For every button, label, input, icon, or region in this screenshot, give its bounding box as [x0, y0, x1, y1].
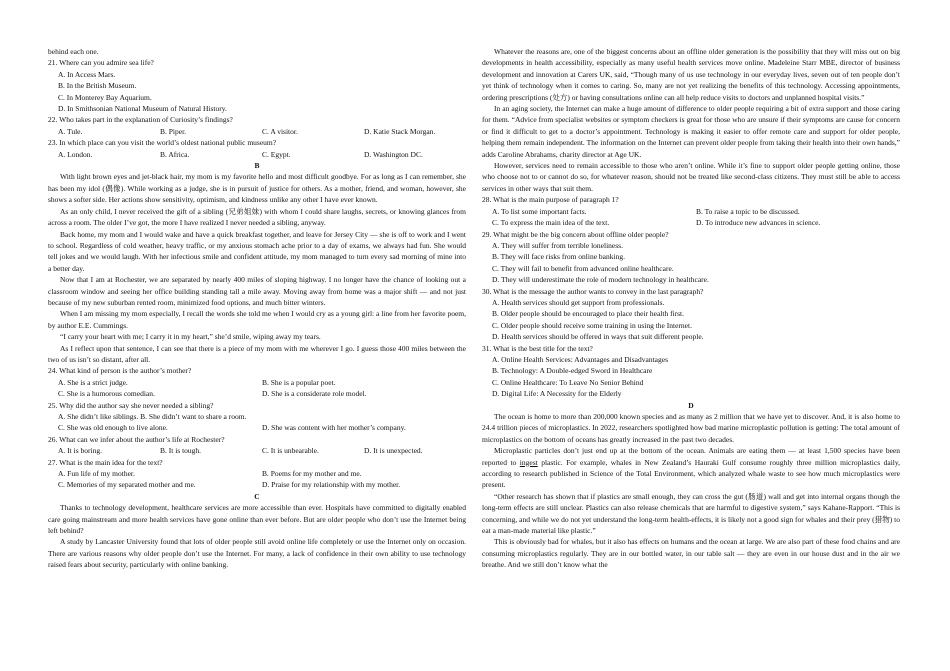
question-stem: 21. Where can you admire sea life?	[48, 58, 154, 68]
paragraph: As an only child, I never received the gift of a sibling (兄弟姐妹) with whom I could share laughs, secrets, or knowing glances from across a room. The older I’ve got, the more I have realized I never needed a sibling, anyway.	[48, 206, 466, 228]
paragraph: Back home, my mom and I would wake and have a quick breakfast together, and leave for Jersey City — she is off to work and I went to school. Regardless of cold weather, heavy traffic, or my anxious stomach ache prior to a day of exams, we always had fun. She would tell jokes and we would laugh. With her infectious smile and confident attitude, my mom managed to turn every sad morning of mine into a better day.	[48, 229, 466, 273]
option: A. It is boring.	[58, 446, 102, 456]
section-heading-c: C	[254, 491, 260, 501]
option: D. They will underestimate the role of modern technology in healthcare.	[492, 275, 709, 285]
option: C. She is a humorous comedian.	[58, 389, 155, 399]
option: B. They will face risks from online banking.	[492, 252, 625, 262]
option: B. Older people should be encouraged to place their health first.	[492, 309, 685, 319]
underlined-word: ingest	[519, 457, 538, 467]
option: D. Digital Life: A Necessity for the Elderly	[492, 389, 622, 399]
option: D. Katie Stack Morgan.	[364, 126, 436, 136]
paragraph: Now that I am at Rochester, we are separated by nearly 400 miles of sloping highway. I no longer have the chance of looking out a classroom window and seeing her office building standing tall a mile away. Moving away from home was a major shift — and not just because of my new suburban rented room, minimized food options, and much bitter winters.	[48, 275, 466, 307]
passage-c-continued	[482, 46, 900, 194]
section-heading-d: D	[688, 400, 694, 410]
paragraph: This is obviously bad for whales, but it also has effects on humans and the ocean at large. We are also part of these food chains and are consuming microplastics regularly. They are in our bottled water, in our table salt — they are even in our house dust and in the air we breathe. And we still don’t know what the	[482, 537, 900, 570]
option: C. She was old enough to live alone.	[58, 423, 168, 433]
paragraph: With light brown eyes and jet-black hair, my mom is my favorite hello and most difficult goodbye. For as long as I can remember, she has been my idol (偶像). While working as a judge, she is in pursuit of justice for others. As a mother, friend, and woman, however, she shows a softer side. Her actions show sensitivity, optimism, and kindness unlike any other I have ever known.	[48, 172, 466, 205]
paragraph: “Other research has shown that if plastics are small enough, they can cross the gut (肠道) wall and get into internal organs though the long-term effects are still unclear. Plastics can also release chemicals that are harmful to digestive system,” says Kahane-Rapport. “This is concerning, and while we do not yet understand the long-term health-effects, it is likely not a good sign for whales and their prey (猎物) to eat a man-made material like plastic.”	[482, 491, 900, 536]
option: A. To list some important facts.	[492, 206, 587, 216]
question-30	[482, 286, 900, 343]
option: B. In the British Museum.	[58, 81, 137, 91]
option: A. They will suffer from terrible loneliness.	[492, 240, 623, 250]
question-22	[48, 114, 466, 137]
passage-c-start	[48, 502, 466, 570]
option: B. To raise a topic to be discussed.	[696, 206, 800, 216]
option: C. Online Healthcare: To Leave No Senior Behind	[492, 377, 644, 387]
option: C. They will fail to benefit from advanced online healthcare.	[492, 263, 674, 273]
question-stem: 23. In which place can you visit the world’s oldest national public museum?	[48, 138, 277, 148]
paragraph: In an aging society, the Internet can make a huge amount of difference to older people requiring a bit of extra support and those caring for them. “Advice from specialist websites or symptom checkers is great for those who are unsure if their symptoms are cause for concern or find it difficult to get to a doctor’s appointment. Technology is making it easier to offer remote care and support for older people, helping them remain independent. The information on the Internet can prevent older people from taking their health into their own hands,” adds Caroline Abrahams, charity director at Age UK.	[482, 104, 900, 159]
left-column	[48, 46, 466, 571]
question-26	[48, 434, 466, 457]
question-29	[482, 229, 900, 286]
passage-a-tail: behind each one.	[48, 47, 99, 56]
question-stem: 29. What might be the big concern about offline older people?	[482, 229, 669, 239]
option: D. Washington DC.	[364, 149, 423, 159]
paragraph: “I carry your heart with me; I carry it in my heart,” she’d smile, wiping away my tears.	[60, 332, 321, 342]
right-column	[482, 46, 900, 571]
option: C. It is unbearable.	[262, 446, 319, 456]
option: A. In Access Mars.	[58, 69, 116, 79]
option: D. In Smithsonian National Museum of Natural History.	[58, 104, 227, 114]
option: D. Praise for my relationship with my mother.	[262, 480, 401, 490]
passage-b	[48, 171, 466, 365]
option: A. Tule.	[58, 126, 83, 136]
paragraph: Thanks to technology development, healthcare services are more accessible than ever. Hospitals have committed to digitally enabled care going mainstream and more health services have gone online than ever before. But are older people who don’t use the Internet being left behind?	[48, 503, 466, 536]
option: A. She is a strict judge.	[58, 377, 128, 387]
paragraph: When I am missing my mom especially, I recall the words she told me when I would cry as a young girl: a line from her favorite poem, by author E.E. Cummings.	[48, 309, 466, 330]
option: C. Memories of my separated mother and me.	[58, 480, 196, 490]
question-23	[48, 137, 466, 160]
option: A. She didn’t like siblings. B. She didn’t want to share a room.	[58, 412, 247, 421]
paragraph	[482, 445, 900, 491]
question-28	[482, 194, 900, 228]
option: B. Technology: A Double-edged Sword in Healthcare	[492, 366, 653, 376]
option: C. Egypt.	[262, 149, 291, 159]
question-stem: 28. What is the main purpose of paragraph 1?	[482, 195, 619, 205]
option: B. She is a popular poet.	[262, 377, 336, 387]
question-stem: 24. What kind of person is the author’s mother?	[48, 366, 192, 376]
option: A. London.	[58, 149, 93, 159]
question-stem: 26. What can we infer about the author’s life at Rochester?	[48, 434, 225, 444]
question-stem: 25. Why did the author say she never needed a sibling?	[48, 400, 214, 410]
option: C. Older people should receive some training in using the Internet.	[492, 320, 692, 330]
paragraph: However, services need to remain accessible to those who aren’t online. While it’s fine to support older people getting online, those who choose not to or cannot do so, for whatever reason, should not be treated like second-class citizens. They must still be able to access services in other ways that suit them.	[482, 161, 900, 193]
option: D. Health services should be offered in ways that suit different people.	[492, 332, 704, 342]
passage-d	[482, 411, 900, 571]
question-21	[48, 57, 466, 114]
option: A. Fun life of my mother.	[58, 469, 135, 479]
text-run: Microplastic particles don’t just end up at the bottom of the ocean. Animals are eating them — at least 1,500 species have been reported to	[482, 446, 900, 467]
question-27	[48, 457, 466, 491]
question-25	[48, 400, 466, 434]
paragraph: A study by Lancaster University found that lots of older people still avoid online life completely or use the Internet only on occasion. There are various reasons why older people don’t use the Internet. For many, a lack of confidence in their own ability to use technology raised fears about security, particularly with online banking.	[48, 537, 466, 570]
text-run: plastic. For example, whales in New Zealand’s Hauraki Gulf consume roughly three million microplastics daily, according to research published in Science of the Total Environment, which analyzed whale waste to see how much microplastics were present.	[482, 457, 900, 490]
question-stem: 30. What is the message the author wants to convey in the last paragraph?	[482, 286, 704, 296]
option: B. Poems for my mother and me.	[262, 469, 362, 479]
option: C. In Monterey Bay Aquarium.	[58, 92, 152, 102]
paragraph: Whatever the reasons are, one of the biggest concerns about an offline older generation is the possibility that they will miss out on big developments in health accessibility, especially as many useful health services move online. Madeleine Starr MBE, director of business development and innovation at Carers UK, said, “Though many of us use technology in our everyday lives, seven out of ten people don’t yet think of technology when it comes to caring. So, many are not yet realizing the benefits of this technology. Accessing appointments, ordering prescriptions (处方) or having consultations online can all help reduce visits to doctors and unplanned hospital visits.”	[482, 47, 900, 102]
option: A. Health services should get support from professionals.	[492, 297, 665, 307]
option: B. Piper.	[160, 126, 187, 136]
question-stem: 27. What is the main idea for the text?	[48, 457, 163, 467]
section-heading-b: B	[254, 161, 260, 171]
option: A. Online Health Services: Advantages and Disadvantages	[492, 354, 668, 364]
question-31	[482, 343, 900, 400]
option: C. To express the main idea of the text.	[492, 218, 610, 228]
option: B. It is tough.	[160, 446, 202, 456]
option: D. It is unexpected.	[364, 446, 423, 456]
option: B. Africa.	[160, 149, 190, 159]
option: D. To introduce new advances in science.	[696, 218, 821, 228]
question-24	[48, 365, 466, 399]
question-stem: 22. Who takes part in the explanation of Curiosity’s findings?	[48, 115, 233, 125]
option: D. She is a considerate role model.	[262, 389, 367, 399]
paragraph: The ocean is home to more than 200,000 known species and as many as 2 million that we have yet to discover. And, it is also home to 24.4 trillion pieces of microplastics. In 2022, researchers spotlighted how bad marine microplastic pollution is getting: The total amount of microplastics on the bottom of oceans has greatly increased in the past two decades.	[482, 412, 900, 444]
question-stem: 31. What is the best title for the text?	[482, 343, 593, 353]
option: D. She was content with her mother’s company.	[262, 423, 406, 433]
paragraph: As I reflect upon that sentence, I can see that there is a piece of my mom with me wherever I go. I guess those 400 miles between the two of us isn’t so distant, after all.	[48, 343, 466, 364]
option: C. A visitor.	[262, 126, 298, 136]
